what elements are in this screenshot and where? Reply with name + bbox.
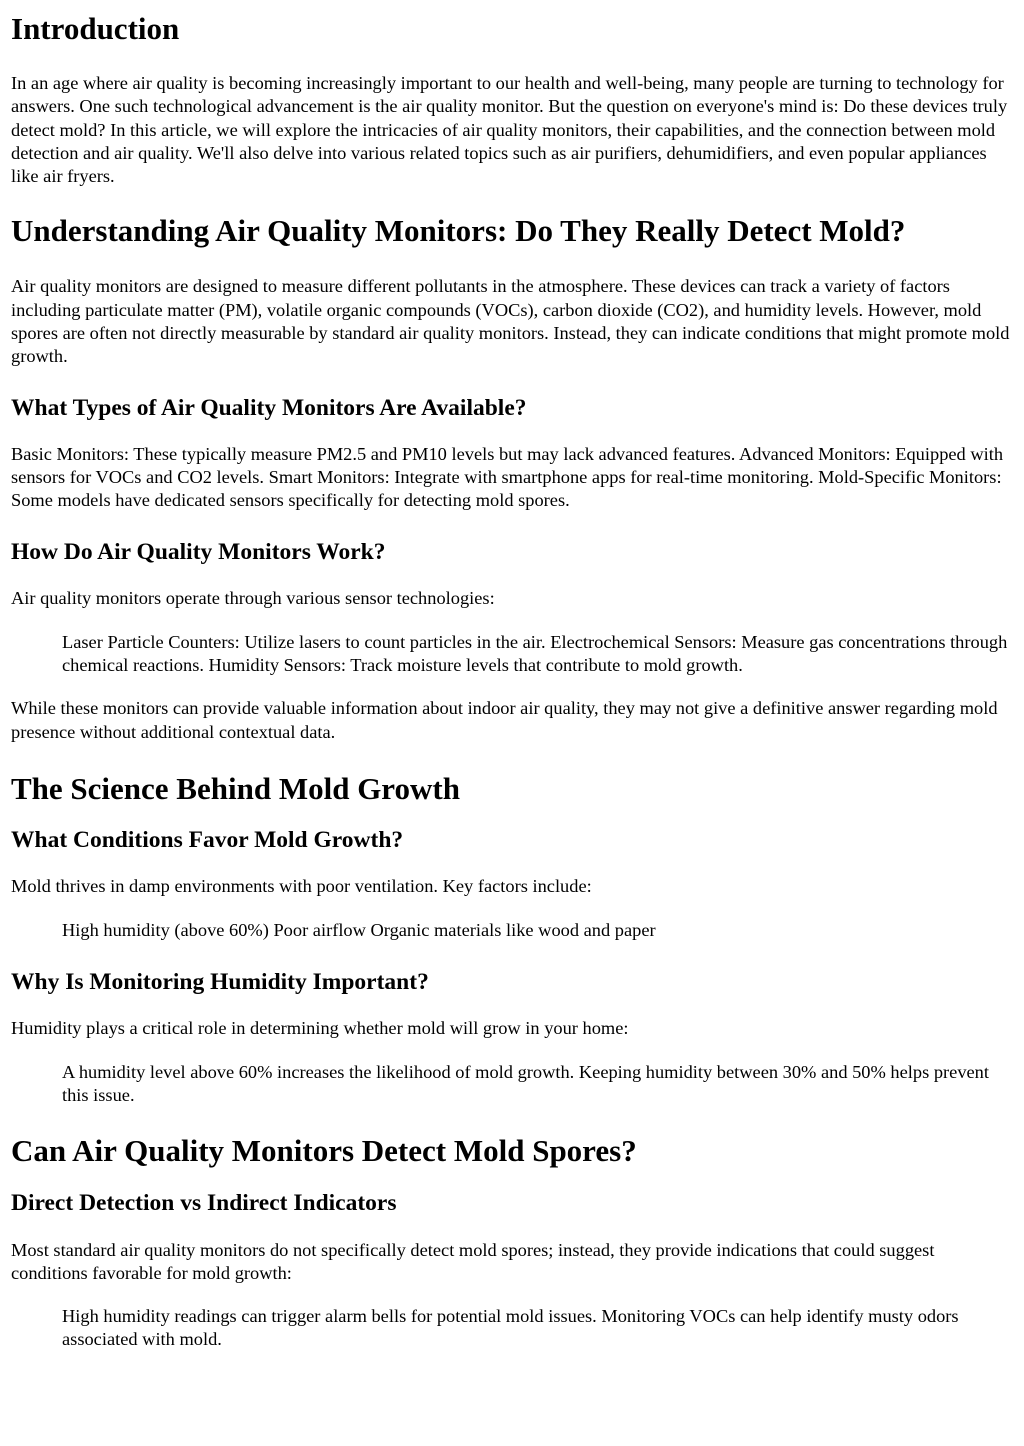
paragraph-how-monitors-work: Air quality monitors operate through various sensor technologies: — [11, 587, 495, 608]
paragraph-understanding: Air quality monitors are designed to measure different pollutants in the atmosphere. These devices can track a variety of factors including particulate matter (PM), volatile organic compounds (VOCs), carbon dioxide (CO2), and humidity levels. However, mold spores are often not directly measurable by standard air quality monitors. Instead, they can indicate conditions that might promote mold growth. — [11, 276, 1010, 367]
heading-conditions-favor-mold: What Conditions Favor Mold Growth? — [11, 827, 404, 854]
paragraph-monitor-types: Basic Monitors: These typically measure PM2.5 and PM10 levels but may lack advanced features. Advanced Monitors: Equipped with sensors for VOCs and CO2 levels. Smart Monitors: Integrate with smartphone apps for real-time monitoring. Mold-Specific Monitors: Some models have dedicated sensors specifically for detecting mold spores. — [11, 443, 1004, 511]
paragraph-introduction: In an age where air quality is becoming increasingly important to our health and well-being, many people are turning to technology for answers. One such technological advancement is the air quality monitor. But the question on everyone's mind is: Do these devices truly detect mold? In this article, we will explore the intricacies of air quality monitors, their capabilities, and the connection between mold detection and air quality. We'll also delve into various related topics such as air purifiers, dehumidifiers, and even popular appliances like air fryers. — [11, 73, 1008, 187]
heading-science-mold-growth: The Science Behind Mold Growth — [11, 771, 460, 807]
heading-monitor-types: What Types of Air Quality Monitors Are Available? — [11, 394, 527, 421]
quote-humidity-levels: A humidity level above 60% increases the likelihood of mold growth. Keeping humidity between 30% and 50% helps prevent this issue. — [62, 1061, 989, 1106]
heading-detect-mold-spores: Can Air Quality Monitors Detect Mold Spores? — [11, 1132, 637, 1168]
quote-indirect-indicators: High humidity readings can trigger alarm bells for potential mold issues. Monitoring VOCs can help identify musty odors associated with mold. — [62, 1306, 959, 1350]
quote-key-factors: High humidity (above 60%) Poor airflow Organic materials like wood and paper — [62, 920, 656, 941]
heading-direct-vs-indirect: Direct Detection vs Indirect Indicators — [11, 1189, 397, 1216]
paragraph-monitor-limitations: While these monitors can provide valuable information about indoor air quality, they may not give a definitive answer regarding mold presence without additional contextual data. — [11, 698, 998, 742]
quote-sensor-technologies: Laser Particle Counters: Utilize lasers to count particles in the air. Electrochemical Sensors: Measure gas concentrations through chemical reactions. Humidity Sensors: Track moisture levels that contribute to mold growth. — [62, 631, 1008, 676]
heading-monitoring-humidity: Why Is Monitoring Humidity Important? — [11, 968, 429, 995]
heading-introduction: Introduction — [11, 11, 180, 46]
heading-how-monitors-work: How Do Air Quality Monitors Work? — [11, 538, 386, 565]
heading-understanding: Understanding Air Quality Monitors: Do They Really Detect Mold? — [11, 213, 906, 249]
paragraph-direct-vs-indirect: Most standard air quality monitors do not specifically detect mold spores; instead, they provide indications that could suggest conditions favorable for mold growth: — [11, 1239, 935, 1283]
paragraph-conditions-favor-mold: Mold thrives in damp environments with poor ventilation. Key factors include: — [11, 876, 592, 897]
paragraph-monitoring-humidity: Humidity plays a critical role in determining whether mold will grow in your home: — [11, 1017, 629, 1038]
